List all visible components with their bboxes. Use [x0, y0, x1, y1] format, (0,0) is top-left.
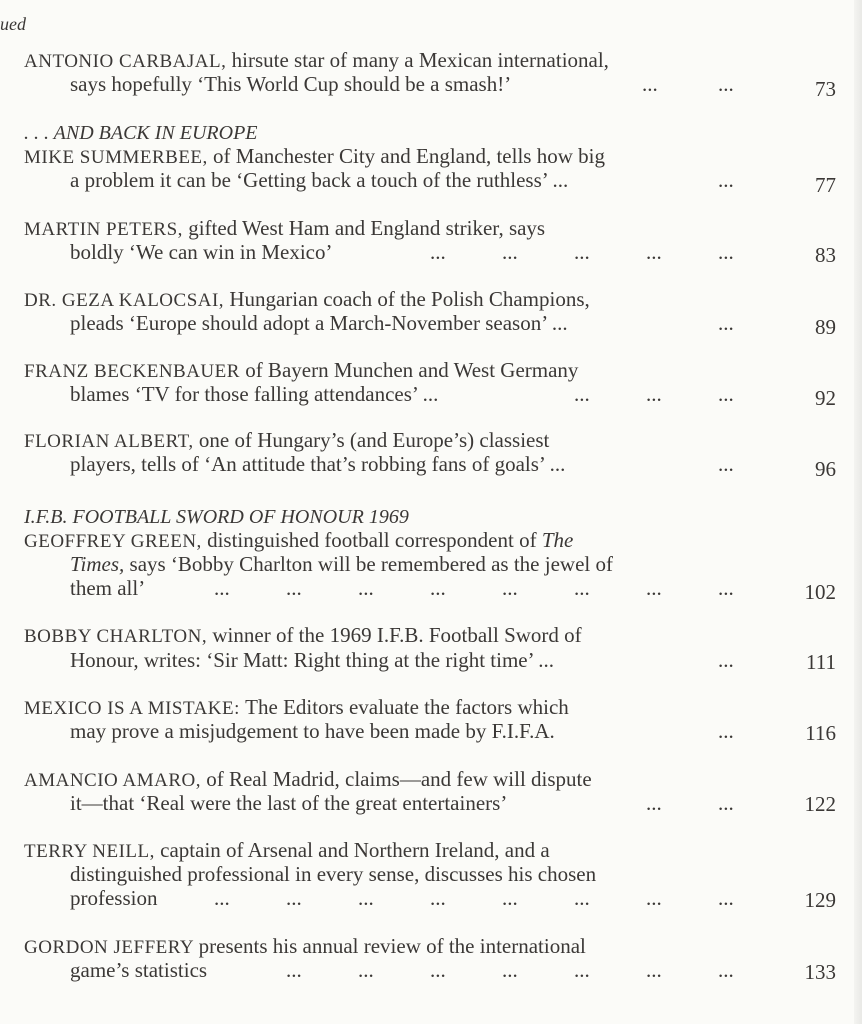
toc-entry-line: [24, 358, 741, 384]
entry-name: AMANCIO AMARO,: [24, 770, 207, 791]
dot-leader: ...: [502, 958, 518, 982]
entry-description: blames ‘TV for those falling attendances’ ...: [70, 382, 439, 406]
entry-name: FLORIAN ALBERT,: [24, 431, 199, 452]
entry-description: Hungarian coach of the Polish Champions,: [229, 287, 590, 311]
dot-leader: ...: [430, 576, 446, 600]
dot-leader: ...: [718, 648, 734, 672]
toc-entry-line: [24, 623, 741, 649]
entry-name: MARTIN PETERS,: [24, 219, 189, 240]
section-heading: I.F.B. FOOTBALL SWORD OF HONOUR 1969: [24, 506, 409, 528]
dot-leader: ...: [718, 791, 734, 815]
entry-description: of Manchester City and England, tells how big: [213, 144, 605, 168]
toc-entry-line: [24, 767, 741, 793]
entry-description-italic: Times,: [70, 552, 130, 576]
toc-entry-line: [24, 934, 741, 960]
dot-leader: ...: [646, 791, 662, 815]
section-heading: . . . AND BACK IN EUROPE: [24, 122, 258, 144]
entry-description: boldly ‘We can win in Mexico’: [70, 240, 333, 264]
entry-description: profession: [70, 886, 158, 910]
dot-leader: ...: [646, 240, 662, 264]
page-number[interactable]: 77: [815, 173, 836, 197]
page-number[interactable]: 89: [815, 315, 836, 339]
dot-leader: ...: [718, 311, 734, 335]
dot-leader: ...: [574, 958, 590, 982]
toc-entry-line: [70, 452, 741, 476]
page-number[interactable]: 133: [804, 960, 836, 984]
dot-leader: ...: [642, 72, 658, 96]
toc-entry-line: [24, 838, 741, 864]
dot-leader: ...: [574, 240, 590, 264]
toc-entry-line: [24, 144, 741, 170]
entry-name: FRANZ BECKENBAUER: [24, 361, 246, 382]
dot-leader: ...: [574, 886, 590, 910]
dot-leader: ...: [646, 886, 662, 910]
page-number[interactable]: 83: [815, 243, 836, 267]
entry-description: distinguished football correspondent of: [207, 528, 542, 552]
entry-description: says hopefully ‘This World Cup should be a smash!’: [70, 72, 512, 96]
page-number[interactable]: 129: [804, 888, 836, 912]
toc-entry-line: [70, 648, 741, 672]
entry-description: The Editors evaluate the factors which: [245, 695, 569, 719]
entry-name: MIKE SUMMERBEE,: [24, 147, 214, 168]
page-edge-shadow: [854, 0, 862, 1024]
toc-entry-line: [24, 528, 741, 554]
entry-description: of Real Madrid, claims—and few will dispute: [206, 767, 592, 791]
dot-leader: ...: [430, 886, 446, 910]
toc-entry-line: [24, 695, 741, 721]
entry-description: one of Hungary’s (and Europe’s) classiest: [198, 428, 550, 452]
dot-leader: ...: [718, 240, 734, 264]
dot-leader: ...: [718, 576, 734, 600]
page-number[interactable]: 73: [815, 77, 836, 101]
entry-description: may prove a misjudgement to have been made by F.I.F.A.: [70, 719, 555, 743]
dot-leader: ...: [430, 958, 446, 982]
dot-leader: ...: [718, 452, 734, 476]
entry-name: MEXICO IS A MISTAKE:: [24, 698, 246, 719]
entry-description: gifted West Ham and England striker, says: [188, 216, 546, 240]
entry-description: of Bayern Munchen and West Germany: [245, 358, 579, 382]
page-number[interactable]: 116: [805, 721, 836, 745]
dot-leader: ...: [214, 886, 230, 910]
dot-leader: ...: [502, 240, 518, 264]
dot-leader: ...: [574, 382, 590, 406]
entry-description: pleads ‘Europe should adopt a March-November season’ ...: [70, 311, 568, 335]
dot-leader: ...: [718, 382, 734, 406]
toc-entry-line: [70, 862, 741, 886]
dot-leader: ...: [646, 958, 662, 982]
toc-entry-line: [70, 719, 741, 743]
entry-description: says ‘Bobby Charlton will be remembered as the jewel of: [129, 552, 613, 576]
entry-description: hirsute star of many a Mexican international,: [231, 48, 609, 72]
dot-leader: ...: [430, 240, 446, 264]
entry-description: a problem it can be ‘Getting back a touch of the ruthless’ ...: [70, 168, 569, 192]
entry-description: winner of the 1969 I.F.B. Football Sword of: [212, 623, 582, 647]
entry-name: DR. GEZA KALOCSAI,: [24, 290, 230, 311]
toc-entry-line: [70, 958, 741, 982]
dot-leader: ...: [718, 886, 734, 910]
dot-leader: ...: [718, 168, 734, 192]
entry-description-italic: The: [541, 528, 574, 552]
dot-leader: ...: [286, 576, 302, 600]
toc-entry-line: [70, 240, 741, 264]
toc-entry-line: [70, 791, 741, 815]
dot-leader: ...: [286, 886, 302, 910]
entry-description: captain of Arsenal and Northern Ireland, and a: [160, 838, 550, 862]
dot-leader: ...: [718, 719, 734, 743]
dot-leader: ...: [214, 576, 230, 600]
dot-leader: ...: [358, 886, 374, 910]
toc-entry-line: [70, 311, 741, 335]
entry-name: TERRY NEILL,: [24, 841, 161, 862]
page-number[interactable]: 111: [806, 650, 836, 674]
dot-leader: ...: [646, 576, 662, 600]
toc-entry-line: [70, 886, 741, 910]
toc-entry-line: [24, 216, 741, 242]
page-number[interactable]: 92: [815, 386, 836, 410]
toc-entry-line: [70, 168, 741, 192]
toc-entry-line: [70, 382, 741, 406]
entry-name: ANTONIO CARBAJAL,: [24, 51, 232, 72]
dot-leader: ...: [574, 576, 590, 600]
entry-description: distinguished professional in every sense, discusses his chosen: [70, 862, 597, 886]
toc-entry-line: [24, 48, 741, 74]
toc-entry-line: [24, 287, 741, 313]
page-number[interactable]: 122: [804, 792, 836, 816]
dot-leader: ...: [358, 576, 374, 600]
toc-entry-line: [70, 552, 741, 576]
toc-entry-line: [70, 72, 741, 96]
entry-description: them all’: [70, 576, 146, 600]
page-number[interactable]: 96: [815, 457, 836, 481]
entry-name: GEOFFREY GREEN,: [24, 531, 208, 552]
entry-name: BOBBY CHARLTON,: [24, 626, 213, 647]
entry-description: Honour, writes: ‘Sir Matt: Right thing at the right time’ ...: [70, 648, 555, 672]
dot-leader: ...: [646, 382, 662, 406]
toc-entry-line: [70, 576, 741, 600]
entry-name: GORDON JEFFERY: [24, 937, 199, 958]
continued-header: ued: [0, 14, 26, 34]
entry-description: players, tells of ‘An attitude that’s robbing fans of goals’ ...: [70, 452, 566, 476]
dot-leader: ...: [286, 958, 302, 982]
dot-leader: ...: [718, 72, 734, 96]
toc-entry-line: [24, 428, 741, 454]
dot-leader: ...: [718, 958, 734, 982]
page-number[interactable]: 102: [804, 580, 836, 604]
dot-leader: ...: [502, 576, 518, 600]
dot-leader: ...: [502, 886, 518, 910]
entry-description: it—that ‘Real were the last of the great entertainers’: [70, 791, 508, 815]
entry-description: presents his annual review of the international: [198, 934, 586, 958]
entry-description: game’s statistics: [70, 958, 208, 982]
dot-leader: ...: [358, 958, 374, 982]
